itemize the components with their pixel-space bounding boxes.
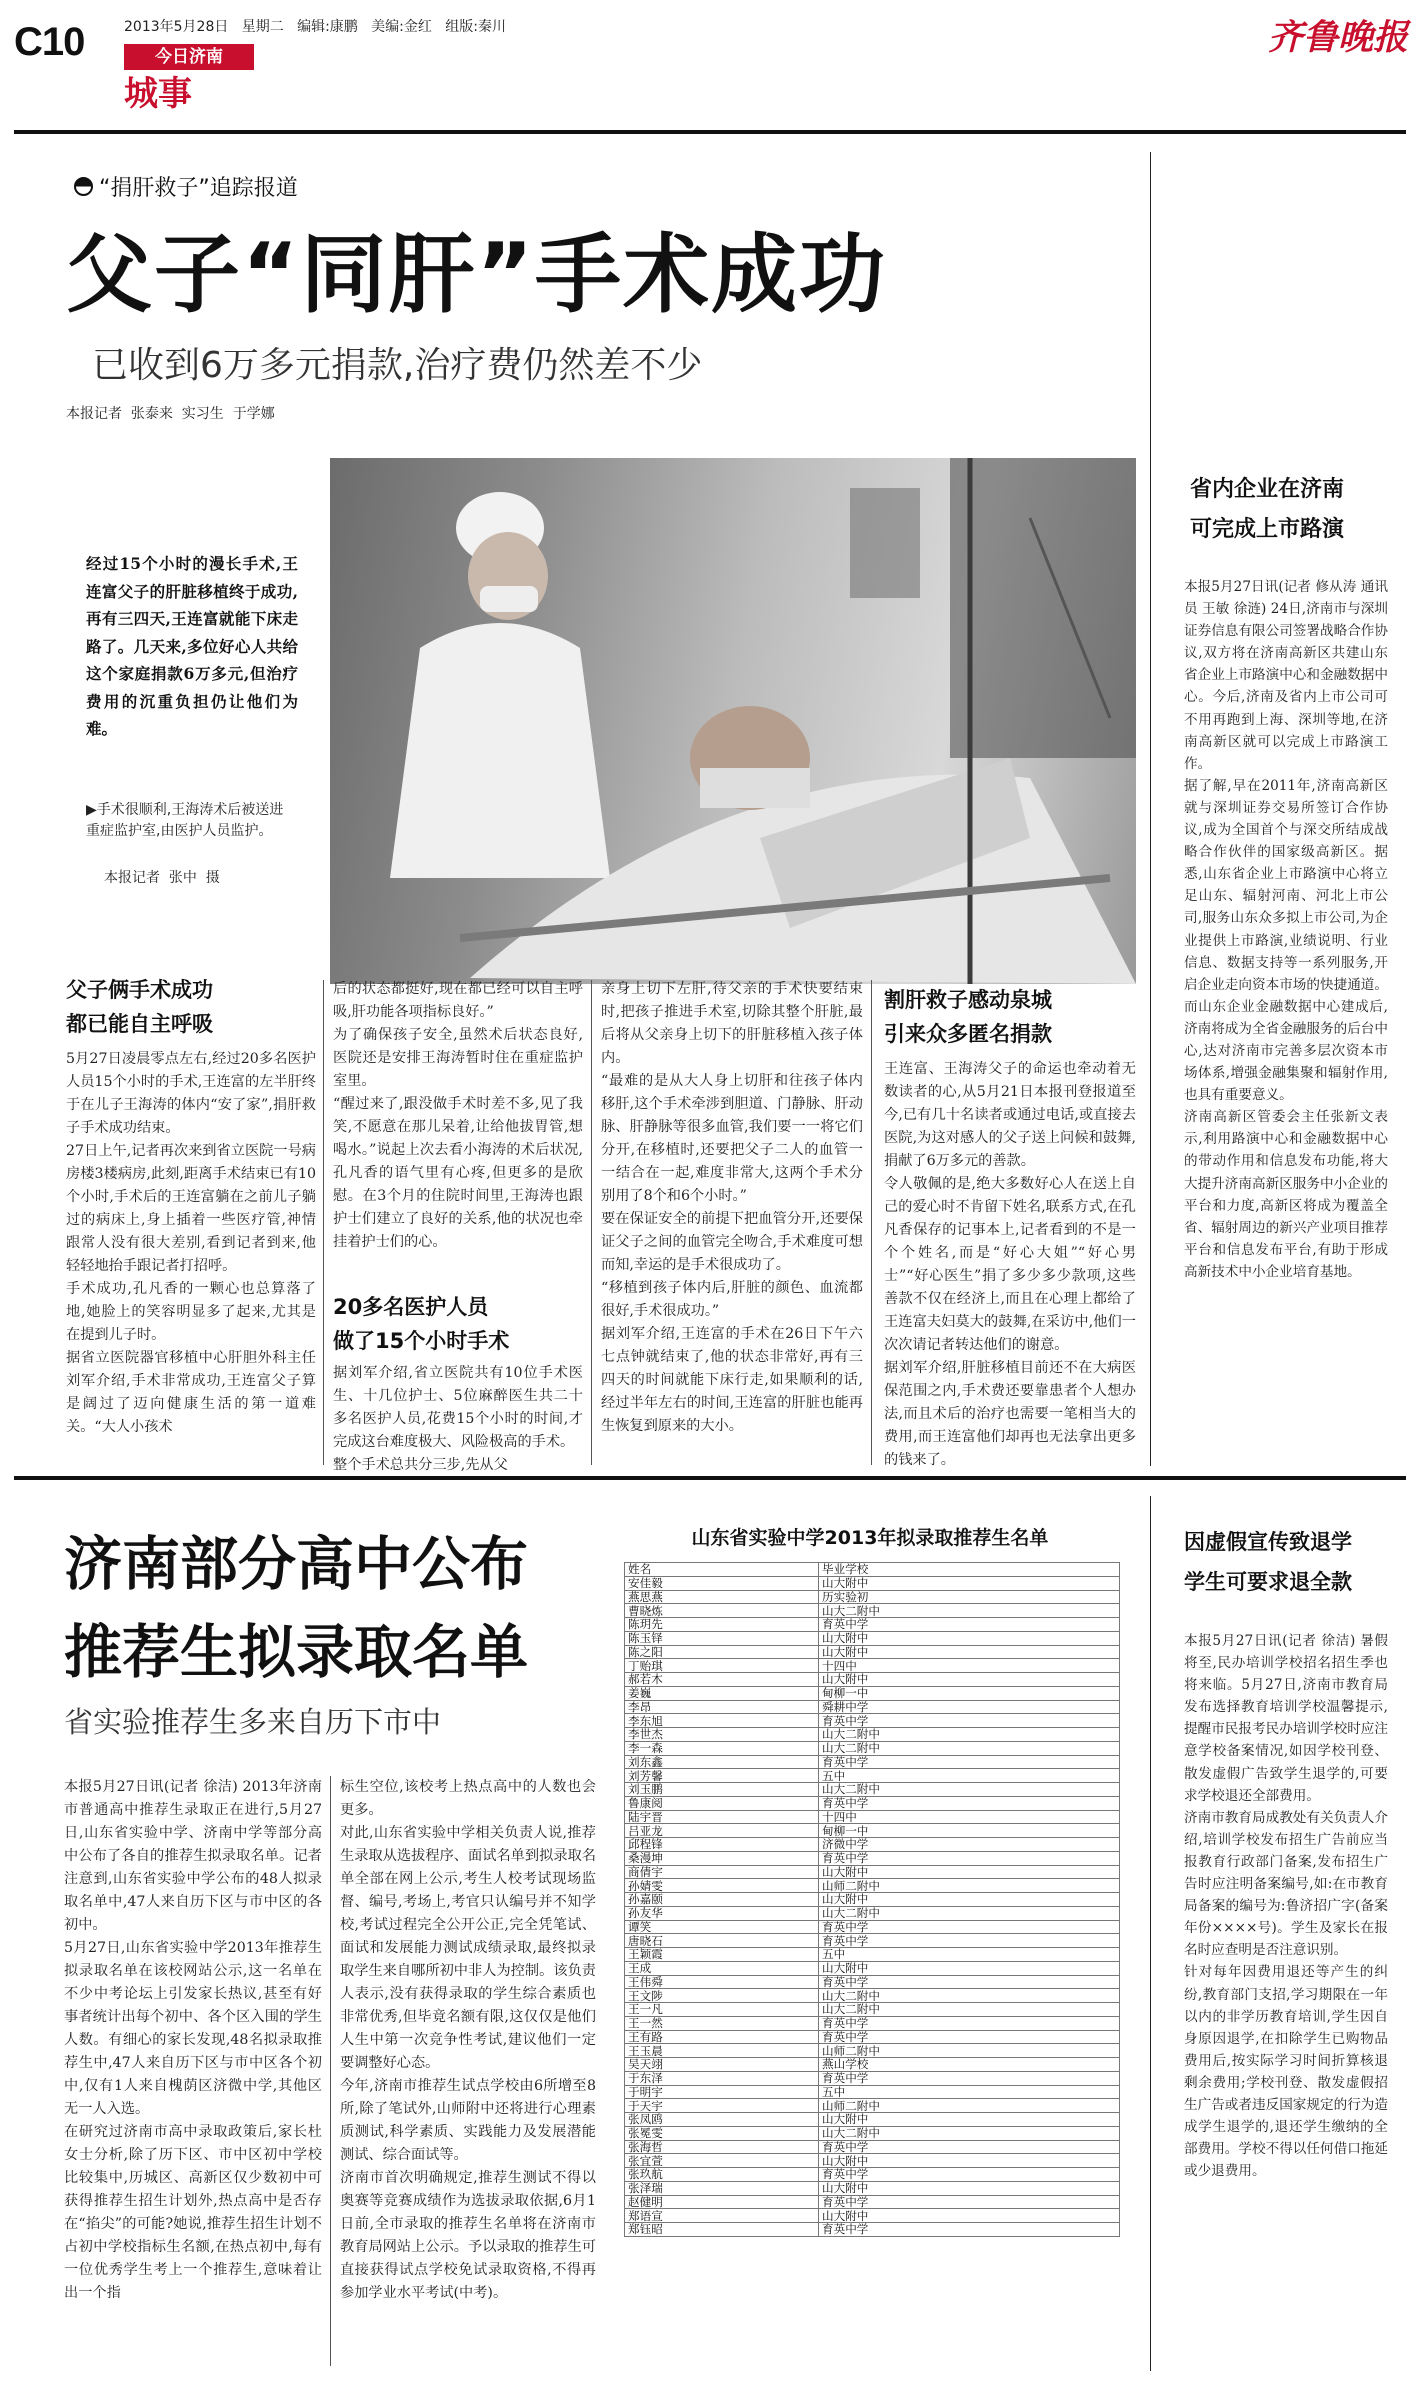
- roster-name-cell: 陆宇晋: [625, 1810, 819, 1824]
- issue-info: [124, 18, 506, 36]
- roster-school-cell: 山大附中: [819, 1576, 1120, 1590]
- roster-row: [625, 2085, 1120, 2099]
- roster-row: [625, 2113, 1120, 2127]
- roster-name-cell: 张泽瑞: [625, 2181, 819, 2195]
- roster-school-cell: 山大二附中: [819, 1783, 1120, 1797]
- roster-school-cell: 十四中: [819, 1659, 1120, 1673]
- roster-row: [625, 2030, 1120, 2044]
- roster-school-cell: 山大附中: [819, 2209, 1120, 2223]
- roster-school-cell: 山大二附中: [819, 1741, 1120, 1755]
- roster-name-cell: 刘芳馨: [625, 1769, 819, 1783]
- roster-name-cell: 安佳毅: [625, 1576, 819, 1590]
- roster-name-cell: 刘玉鹏: [625, 1783, 819, 1797]
- roster-name-cell: 王一然: [625, 2016, 819, 2030]
- roster-row: [625, 1810, 1120, 1824]
- sidebar-top-text: 本报5月27日讯(记者 修从涛 通讯员 王敏 徐涟) 24日,济南市与深圳证券信息有限公司签署战略合作协议,双方将在济南高新区共建山东省企业上市路演中心和金融数据中心。今后,济南及省内上市公司可不用再跑到上海、深圳等地,在济南高新区就可以完成上市路演工作。 据了解,早在2011年,济南高新区就与深圳证券交易所签订合作协议,成为全国首个与深交所结成战略合作伙伴的国家级高新区。据悉,山东省企业上市路演中心将立足山东、辐射河南、河北上市公司,服务山东众多拟上市公司,为企业提供上市路演,业绩说明、行业信息、数据支持等一系列服务,开启企业走向资本市场的快捷通道。而山东企业金融数据中心建成后,济南将成为全省金融服务的后台中心,达对济南市完善多层次资本市场体系,增强金融集聚和辐射作用,也具有重要意义。 济南高新区管委会主任张新文表示,利用路演中心和金融数据中心的带动作用和信息发布功能,将大大提升济南高新区服务中小企业的平台和力度,高新区将成为覆盖全省、辐射周边的新兴产业项目推荐平台和信息发布平台,有助于形成高新技术中小企业培育基地。: [1184, 579, 1388, 1280]
- col4-subhead: 割肝救子感动泉城 引来众多匿名捐款: [884, 988, 1052, 1046]
- roster-name-cell: 张冕雯: [625, 2126, 819, 2140]
- roster-school-cell: 育英中学: [819, 1796, 1120, 1810]
- roster-row: [625, 1796, 1120, 1810]
- roster-row: [625, 2209, 1120, 2223]
- roster-school-cell: 育英中学: [819, 2223, 1120, 2237]
- subheadline: 已收到6万多元捐款,治疗费仍然差不少: [92, 345, 703, 386]
- col1-subhead: 父子俩手术成功 都已能自主呼吸: [66, 978, 213, 1036]
- roster-name-cell: 陈玥先: [625, 1618, 819, 1632]
- roster-name-cell: 郝若木: [625, 1673, 819, 1687]
- roster-name-cell: 王一凡: [625, 2003, 819, 2017]
- art-editor-credit: 美编:金红: [371, 19, 432, 35]
- roster-row: [625, 1824, 1120, 1838]
- section-banner: 今日济南: [124, 44, 254, 70]
- roster-name-cell: 王玉晨: [625, 2044, 819, 2058]
- roster-school-cell: 山大二附中: [819, 2126, 1120, 2140]
- roster-name-cell: 燕思燕: [625, 1590, 819, 1604]
- section-name: 城事: [124, 74, 192, 114]
- kicker-icon: [74, 177, 93, 196]
- roster-row: [625, 1673, 1120, 1687]
- roster-school-cell: 燕山学校: [819, 2058, 1120, 2072]
- roster-name-cell: 王伟舜: [625, 1975, 819, 1989]
- roster-school-cell: 山大二附中: [819, 1728, 1120, 1742]
- roster-row: [625, 2195, 1120, 2209]
- roster-school-cell: 山大附中: [819, 1631, 1120, 1645]
- roster-row: [625, 1741, 1120, 1755]
- roster-school-cell: 山大二附中: [819, 1604, 1120, 1618]
- roster-header-row: [625, 1563, 1120, 1577]
- roster-row: [625, 2154, 1120, 2168]
- photo-caption: ▶手术很顺利,王海涛术后被送进重症监护室,由医护人员监护。: [86, 802, 284, 839]
- roster-row: [625, 2181, 1120, 2195]
- lower-divider-1: [330, 1776, 331, 2366]
- roster-name-cell: 鲁康阅: [625, 1796, 819, 1810]
- roster-row: [625, 1576, 1120, 1590]
- roster-school-cell: 甸柳一中: [819, 1824, 1120, 1838]
- lead-col2-text-b: 据刘军介绍,省立医院共有10位手术医生、十几位护士、5位麻醉医生共二十多名医护人员,花费15个小时的时间,才完成这台难度极大、风险极高的手术。 整个手术总共分三步,先从父: [333, 1365, 583, 1473]
- roster-row: [625, 1934, 1120, 1948]
- roster-name-cell: 于天宇: [625, 2099, 819, 2113]
- roster-row: [625, 1631, 1120, 1645]
- sidebar-bottom-headline: 因虚假宣传致退学 学生可要求退全款: [1184, 1530, 1352, 1594]
- roster-name-cell: 桑漫坤: [625, 1851, 819, 1865]
- roster-name-cell: 王文陟: [625, 1989, 819, 2003]
- roster-row: [625, 1618, 1120, 1632]
- roster-row: [625, 1920, 1120, 1934]
- roster-name-cell: 张玖航: [625, 2168, 819, 2182]
- lower-col1-text: 本报5月27日讯(记者 徐洁) 2013年济南市普通高中推荐生录取正在进行,5月27日,山东省实验中学、济南中学等部分高中公布了各自的推荐生拟录取名单。记者注意到,山东省实验中学公布的48人拟录取名单中,47人来自历下区与市中区的各初中。 5月27日,山东省实验中学2013年推荐生拟录取名单在该校网站公示,这一名单在不少中考论坛上引发家长热议,甚至有好事者统计出每个初中、各个区入围的学生人数。有细心的家长发现,48名拟录取推荐生中,47人来自历下区与市中区各个初中,仅有1人来自槐荫区济微中学,其他区无一人入选。 在研究过济南市高中录取政策后,家长杜女士分析,除了历下区、市中区初中学校比较集中,历城区、高新区仅少数初中可获得推荐生招生计划外,热点高中是否存在“掐尖”的可能?她说,推荐生招生计划不占初中学校指标生名额,在热点初中,每有一位优秀学生考上一个推荐生,意味着让出一个指: [64, 1779, 322, 2301]
- roster-school-cell: 甸柳一中: [819, 1686, 1120, 1700]
- roster-school-cell: 五中: [819, 1948, 1120, 1962]
- roster-school-cell: 十四中: [819, 1810, 1120, 1824]
- roster-row: [625, 1645, 1120, 1659]
- lead-divider-3: [871, 980, 872, 1465]
- issue-weekday: 星期二: [241, 19, 284, 35]
- roster-name-cell: 张凤鸥: [625, 2113, 819, 2127]
- roster-school-cell: 山大附中: [819, 2154, 1120, 2168]
- sidebar-divider-top: [1150, 152, 1151, 1466]
- roster-name-cell: 姜巍: [625, 1686, 819, 1700]
- roster-school-cell: 五中: [819, 1769, 1120, 1783]
- roster-name-cell: 李一森: [625, 1741, 819, 1755]
- roster-header-school: 毕业学校: [819, 1563, 1120, 1577]
- roster-school-cell: 育英中学: [819, 1755, 1120, 1769]
- roster-school-cell: 育英中学: [819, 2071, 1120, 2085]
- roster-row: [625, 1961, 1120, 1975]
- roster-school-cell: 育英中学: [819, 1714, 1120, 1728]
- roster-school-cell: 育英中学: [819, 1618, 1120, 1632]
- roster-school-cell: 育英中学: [819, 1851, 1120, 1865]
- roster-row: [625, 2044, 1120, 2058]
- roster-table-wrap: [624, 1562, 1120, 2237]
- roster-school-cell: 山大附中: [819, 2181, 1120, 2195]
- roster-row: [625, 1714, 1120, 1728]
- sidebar-bottom-text: 本报5月27日讯(记者 徐洁) 暑假将至,民办培训学校招名招生季也将来临。5月27日,济南市教育局发布选择教育培训学校温馨提示,提醒市民报考民办培训学校时应注意学校备案情况,如因学校刊登、散发虚假广告致学生退学的,可要求学校退还全部费用。 济南市教育局成教处有关负责人介绍,培训学校发布招生广告前应当报教育行政部门备案,发布招生广告时应注明备案编号,如:在市教育局备案的编号为:鲁济招广字(备案年份××××号)。学生及家长在报名时应查明是否注意识别。 针对每年因费用退还等产生的纠纷,教育部门支招,学习期限在一年以内的非学历教育培训,学生因自身原因退学,在扣除学生已购物品费用后,按实际学习时间折算核退剩余费用;学校刊登、散发虚假招生广告或者违反国家规定的行为造成学生退学的,退还学生缴纳的全部费用。学校不得以任何借口拖延或少退费用。: [1184, 1633, 1388, 2180]
- roster-row: [625, 2071, 1120, 2085]
- roster-school-cell: 山师二附中: [819, 2044, 1120, 2058]
- roster-school-cell: 育英中学: [819, 2016, 1120, 2030]
- roster-name-cell: 于明宇: [625, 2085, 819, 2099]
- roster-name-cell: 谭笑: [625, 1920, 819, 1934]
- roster-school-cell: 舜耕中学: [819, 1700, 1120, 1714]
- roster-name-cell: 孙友华: [625, 1906, 819, 1920]
- hospital-photo: [330, 458, 1136, 984]
- lead-divider-2: [591, 980, 592, 1465]
- roster-name-cell: 王有路: [625, 2030, 819, 2044]
- roster-row: [625, 1989, 1120, 2003]
- lead-col2-text: 后的状态都挺好,现在都已经可以自主呼吸,肝功能各项指标良好。” 为了确保孩子安全,虽然术后状态良好,医院还是安排王海涛暂时住在重症监护室里。 “醒过来了,跟没做手术时差不多,见了我笑,不愿意在那儿呆着,让给他拔胃管,想喝水。”说起上次去看小海涛的术后状况,孔凡香的语气里有心疼,但更多的是欣慰。在3个月的住院时间里,王海涛也跟护士们建立了良好的关系,他的状况也牵挂着护士们的心。: [333, 981, 583, 1250]
- newspaper-logo: 齐鲁晚报: [1268, 17, 1409, 58]
- col2-subhead: 20多名医护人员 做了15个小时手术: [333, 1295, 510, 1353]
- story-summary: 经过15个小时的漫长手术,王连富父子的肝脏移植终于成功,再有三四天,王连富就能下床走路了。几天来,多位好心人共给这个家庭捐款6万多元,但治疗费用的沉重负担仍让他们为难。: [86, 554, 298, 738]
- lead-divider-1: [323, 980, 324, 1465]
- roster-name-cell: 李昂: [625, 1700, 819, 1714]
- roster-school-cell: 育英中学: [819, 1934, 1120, 1948]
- roster-name-cell: 郑语宣: [625, 2209, 819, 2223]
- roster-name-cell: 唐晓石: [625, 1934, 819, 1948]
- roster-name-cell: 于东泽: [625, 2071, 819, 2085]
- roster-row: [625, 1851, 1120, 1865]
- roster-header-name: 姓名: [625, 1563, 819, 1577]
- roster-school-cell: 山大二附中: [819, 2003, 1120, 2017]
- roster-row: [625, 1590, 1120, 1604]
- kicker: [74, 174, 298, 204]
- roster-row: [625, 1659, 1120, 1673]
- roster-row: [625, 1686, 1120, 1700]
- roster-school-cell: 育英中学: [819, 1975, 1120, 1989]
- roster-name-cell: 郑钰昭: [625, 2223, 819, 2237]
- roster-row: [625, 1906, 1120, 1920]
- roster-row: [625, 1728, 1120, 1742]
- roster-name-cell: 丁贻琪: [625, 1659, 819, 1673]
- roster-name-cell: 陈玉铎: [625, 1631, 819, 1645]
- roster-school-cell: 历实验初: [819, 1590, 1120, 1604]
- layout-credit: 组版:秦川: [445, 19, 506, 35]
- roster-school-cell: 山大附中: [819, 2113, 1120, 2127]
- sidebar-divider-bottom: [1150, 1496, 1151, 2371]
- lead-col4-text: 王连富、王海涛父子的命运也牵动着无数读者的心,从5月21日本报刊登报道至今,已有几十名读者或通过电话,或直接去医院,为这对感人的父子送上问候和鼓舞,捐献了6万多元的善款。 令人敬佩的是,绝大多数好心人在送上自己的爱心时不肯留下姓名,联系方式,在孔凡香保存的记事本上,记者看到的不是一个个姓名,而是“好心大姐”“好心男士”“好心医生”捐了多少多少款项,这些善款不仅在经济上,而且在心理上都给了王连富夫妇莫大的鼓舞,在采访中,他们一次次请记者转达他们的谢意。 据刘军介绍,肝脏移植目前还不在大病医保范围之内,手术费还要靠患者个人想办法,而且术后的治疗也需要一笔相当大的费用,而王连富他们却再也无法拿出更多的钱来了。: [884, 1061, 1136, 1468]
- roster-name-cell: 王颖霞: [625, 1948, 819, 1962]
- photo-illustration: [330, 458, 1136, 984]
- roster-name-cell: 邱程锋: [625, 1838, 819, 1852]
- headline: 父子“同肝”手术成功: [66, 225, 888, 325]
- roster-school-cell: 山大附中: [819, 1673, 1120, 1687]
- roster-school-cell: 育英中学: [819, 2195, 1120, 2209]
- lower-headline: 济南部分高中公布 推荐生拟录取名单: [64, 1530, 529, 1686]
- roster-school-cell: 育英中学: [819, 2168, 1120, 2182]
- editor-credit: 编辑:康鹏: [297, 19, 358, 35]
- roster-name-cell: 李东旭: [625, 1714, 819, 1728]
- roster-name-cell: 曹晓炼: [625, 1604, 819, 1618]
- roster-row: [625, 1783, 1120, 1797]
- roster-school-cell: 育英中学: [819, 2140, 1120, 2154]
- lead-col1-text: 5月27日凌晨零点左右,经过20多名医护人员15个小时的手术,王连富的左半肝终于在儿子王海涛的体内“安了家”,捐肝救子手术成功结束。 27日上午,记者再次来到省立医院一号病房楼3楼病房,此刻,距离手术结束已有10个小时,手术后的王连富躺在之前儿子躺过的病床上,身上插着一些医疗管,神情跟常人没有很大差别,看到记者到来,他轻轻地抬手跟记者打招呼。 手术成功,孔凡香的一颗心也总算落了地,她脸上的笑容明显多了起来,尤其是在提到儿子时。 据省立医院器官移植中心肝胆外科主任刘军介绍,手术非常成功,王连富父子算是阔过了迈向健康生活的第一道难关。“大人小孩术: [66, 1051, 316, 1435]
- roster-row: [625, 2099, 1120, 2113]
- roster-name-cell: 孙婧雯: [625, 1879, 819, 1893]
- kicker-text: “捐肝救子”追踪报道: [99, 176, 298, 201]
- roster-row: [625, 2126, 1120, 2140]
- roster-name-cell: 张宜萱: [625, 2154, 819, 2168]
- roster-name-cell: 刘东鑫: [625, 1755, 819, 1769]
- roster-row: [625, 1948, 1120, 1962]
- photo-credit: 本报记者 张中 摄: [104, 870, 220, 886]
- roster-school-cell: 山大附中: [819, 1961, 1120, 1975]
- roster-row: [625, 2223, 1120, 2237]
- roster-school-cell: 山大附中: [819, 1893, 1120, 1907]
- lead-col3-text: 亲身上切下左肝,待父亲的手术快要结束时,把孩子推进手术室,切除其整个肝脏,最后将从父亲身上切下的肝脏移植入孩子体内。 “最难的是从大人身上切肝和往孩子体内移肝,这个手术牵涉到胆道、门静脉、肝动脉、肝静脉等很多血管,我们要一一将它们分开,在移植时,还要把父子二人的血管一一结合在一起,难度非常大,这两个手术分别用了8个和6个小时。” 要在保证安全的前提下把血管分开,还要保证父子之间的血管完全吻合,手术难度可想而知,幸运的是手术很成功了。 “移植到孩子体内后,肝脏的颜色、血流都很好,手术很成功。” 据刘军介绍,王连富的手术在26日下午六七点钟就结束了,他的状态非常好,再有三四天的时间就能下床行走,如果顺利的话,经过半年左右的时间,王连富的肝脏也能再生恢复到原来的大小。: [601, 981, 863, 1434]
- roster-row: [625, 1755, 1120, 1769]
- roster-name-cell: 商倩宇: [625, 1865, 819, 1879]
- roster-row: [625, 2003, 1120, 2017]
- roster-row: [625, 2168, 1120, 2182]
- byline: 本报记者 张泰来 实习生 于学娜: [66, 406, 275, 422]
- roster-school-cell: 山师二附中: [819, 1879, 1120, 1893]
- roster-body: [625, 1576, 1120, 2236]
- roster-school-cell: 山大二附中: [819, 1906, 1120, 1920]
- roster-school-cell: 济微中学: [819, 1838, 1120, 1852]
- roster-row: [625, 1879, 1120, 1893]
- roster-name-cell: 孙嘉颐: [625, 1893, 819, 1907]
- roster-row: [625, 1865, 1120, 1879]
- roster-name-cell: 赵健明: [625, 2195, 819, 2209]
- roster-school-cell: 育英中学: [819, 2030, 1120, 2044]
- roster-row: [625, 2058, 1120, 2072]
- roster-school-cell: 育英中学: [819, 1920, 1120, 1934]
- roster-school-cell: 山大附中: [819, 1865, 1120, 1879]
- roster-school-cell: 五中: [819, 2085, 1120, 2099]
- roster-row: [625, 2140, 1120, 2154]
- roster-row: [625, 1700, 1120, 1714]
- issue-date: 2013年5月28日: [124, 19, 229, 35]
- roster-row: [625, 2016, 1120, 2030]
- roster-school-cell: 山师二附中: [819, 2099, 1120, 2113]
- roster-row: [625, 1975, 1120, 1989]
- lower-col2-text: 标生空位,该校考上热点高中的人数也会更多。 对此,山东省实验中学相关负责人说,推荐生录取从选拔程序、面试名单到拟录取名单全部在网上公示,考生人校考试现场监督、编号,考场上,考官只认编号并不知学校,考试过程完全公开公正,完全凭笔试、面试和发展能力测试成绩录取,最终拟录取学生来自哪所初中非人为控制。该负责人表示,没有获得录取的学生综合素质也非常优秀,但毕竟名额有限,这仅仅是他们人生中第一次竞争性考试,建议他们一定要调整好心态。 今年,济南市推荐生试点学校由6所增至8所,除了笔试外,山师附中还将进行心理素质测试,科学素质、实践能力及发展潜能测试、综合面试等。 济南市首次明确规定,推荐生测试不得以奥赛等竞赛成绩作为选拔录取依据,6月1日前,全市录取的推荐生名单将在济南市教育局网站上公示。予以录取的推荐生可直接获得试点学校免试录取资格,不得再参加学业水平考试(中考)。: [340, 1779, 596, 2301]
- sidebar-top-headline: 省内企业在济南 可完成上市路演: [1190, 477, 1345, 542]
- roster-name-cell: 王成: [625, 1961, 819, 1975]
- roster-name-cell: 吴天翊: [625, 2058, 819, 2072]
- roster-title: 山东省实验中学2013年拟录取推荐生名单: [691, 1527, 1049, 1549]
- lower-subheadline: 省实验推荐生多来自历下市中: [64, 1705, 442, 1739]
- roster-name-cell: 张海哲: [625, 2140, 819, 2154]
- roster-name-cell: 吕亚龙: [625, 1824, 819, 1838]
- roster-row: [625, 1604, 1120, 1618]
- masthead-rule: [14, 130, 1406, 134]
- roster-school-cell: 山大附中: [819, 1645, 1120, 1659]
- mid-rule: [14, 1476, 1406, 1480]
- roster-table: [624, 1562, 1120, 2237]
- roster-row: [625, 1769, 1120, 1783]
- roster-name-cell: 陈之阳: [625, 1645, 819, 1659]
- page-number: C10: [14, 20, 85, 64]
- roster-name-cell: 李世杰: [625, 1728, 819, 1742]
- roster-row: [625, 1893, 1120, 1907]
- roster-row: [625, 1838, 1120, 1852]
- roster-school-cell: 山大二附中: [819, 1989, 1120, 2003]
